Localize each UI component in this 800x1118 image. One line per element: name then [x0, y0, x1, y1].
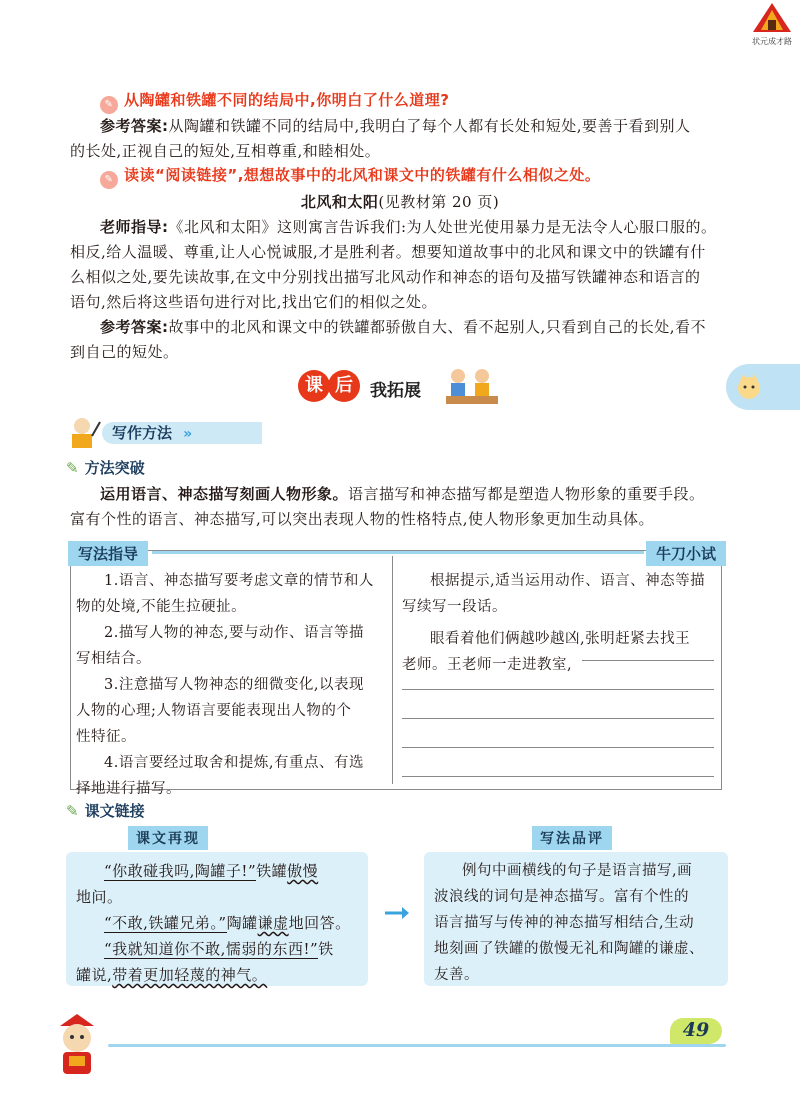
guide-item: 3.注意描写人物神态的细微变化,以表现 人物的心理;人物语言要能表现出人物的个 性特征。: [76, 677, 364, 745]
method-breakthrough-title: ✎ 方法突破: [66, 459, 145, 477]
answer-line[interactable]: [402, 747, 714, 748]
answer-line[interactable]: [402, 718, 714, 719]
text-link-title: ✎ 课文链接: [66, 802, 145, 820]
method-intro: 运用语言、神态描写刻画人物形象。语言描写和神态描写都是塑造人物形象的重要手段。 富有个性的语言、神态描写,可以突出表现人物的性格特点,使人物形象更加生动具体。: [70, 485, 705, 528]
guide-item: 1.语言、神态描写要考虑文章的情节和人 物的处境,不能生拉硬扯。: [76, 573, 374, 615]
page-number-badge: [670, 1018, 722, 1044]
brand-logo: [748, 2, 796, 46]
teacher-icon: [66, 416, 102, 450]
guide-item: 4.语言要经过取舍和提炼,有重点、有选 择地进行描写。: [76, 755, 364, 797]
answer-line[interactable]: [402, 776, 714, 777]
writing-review-tag: 写法品评: [532, 826, 612, 850]
answer-line[interactable]: [402, 689, 714, 690]
story-title: 北风和太阳(见教材第 20 页): [300, 193, 500, 211]
teacher-guide: 老师指导:《北风和太阳》这则寓言告诉我们:为人处世光使用暴力是无法令人心服口服的。 相反,给人温暖、尊重,让人心悦诚服,才是胜利者。想要知道故事中的北风和课文中的铁罐有什 么相似之处,要先读故事,在文中分别找出描写北风动作和神态的语句及描写铁罐神态和语言的 语句,然后将这些语句进行对比,找出它们的相似之处。: [70, 218, 717, 311]
try-it-tag: 牛刀小试: [646, 541, 726, 566]
pencil-icon: ✎: [66, 802, 79, 820]
pagoda-icon: [748, 2, 796, 34]
text-recap-tag: 课文再现: [128, 826, 208, 850]
writing-review-content: 例句中画横线的句子是语言描写,画 波浪线的词句是神态描写。富有个性的 语言描写与传神的神态描写相结合,生动 地刻画了铁罐的傲慢无礼和陶罐的谦虚、 友善。: [434, 863, 704, 983]
question-icon: ✎: [100, 96, 118, 114]
writing-method-title: 写作方法 »: [102, 422, 262, 444]
box-divider: [392, 556, 393, 784]
side-tab: [726, 364, 800, 410]
guide-item: 2.描写人物的神态,要与动作、语言等描 写相结合。: [76, 625, 364, 667]
cat-face-icon: [734, 372, 764, 402]
try-it-content: 根据提示,适当运用动作、语言、神态等描 写续写一段话。 眼看着他们俩越吵越凶,张明赶紧去找王 老师。王老师一走进教室,: [402, 573, 706, 673]
text-recap-content: “你敢碰我吗,陶罐子!”铁罐傲慢 地问。 “不敢,铁罐兄弟。”陶罐谦虚地回答。 “我就知道你不敢,懦弱的东西!”铁 罐说,带着更加轻蔑的神气。: [76, 862, 351, 984]
after-class-banner: [298, 366, 508, 410]
mascot-icon: [46, 1012, 108, 1082]
question-1-title: ✎ 从陶罐和铁罐不同的结局中,你明白了什么道理?: [100, 88, 740, 114]
writing-guide-tag: 写法指导: [68, 541, 148, 566]
banner-circle-2: 后: [328, 370, 360, 402]
banner-text: 我拓展: [370, 381, 421, 401]
banner-circle-1: 课: [298, 370, 330, 402]
tag-bar: [152, 551, 644, 554]
brand-text: 状元成才路: [752, 37, 792, 46]
students-illustration-icon: [438, 366, 504, 408]
arrow-right-icon: [384, 906, 410, 920]
question-2-answer: 参考答案:故事中的北风和课文中的铁罐都骄傲自大、看不起别人,只看到自己的长处,看不 到自己的短处。: [70, 318, 707, 361]
writing-method-header: [66, 416, 266, 450]
page-number: 49: [682, 1019, 710, 1041]
double-chevron-icon: »: [183, 426, 193, 442]
question-1-answer: 参考答案:从陶罐和铁罐不同的结局中,我明白了每个人都有长处和短处,要善于看到别人 的长处,正视自己的短处,互相尊重,和睦相处。: [70, 117, 691, 160]
answer-line[interactable]: [582, 660, 714, 661]
pencil-icon: ✎: [66, 459, 79, 477]
question-icon: ✎: [100, 171, 118, 189]
guide-items: [76, 568, 388, 802]
footer-line: [108, 1044, 726, 1047]
question-2-title: ✎ 读读“阅读链接”,想想故事中的北风和课文中的铁罐有什么相似之处。: [100, 163, 760, 189]
